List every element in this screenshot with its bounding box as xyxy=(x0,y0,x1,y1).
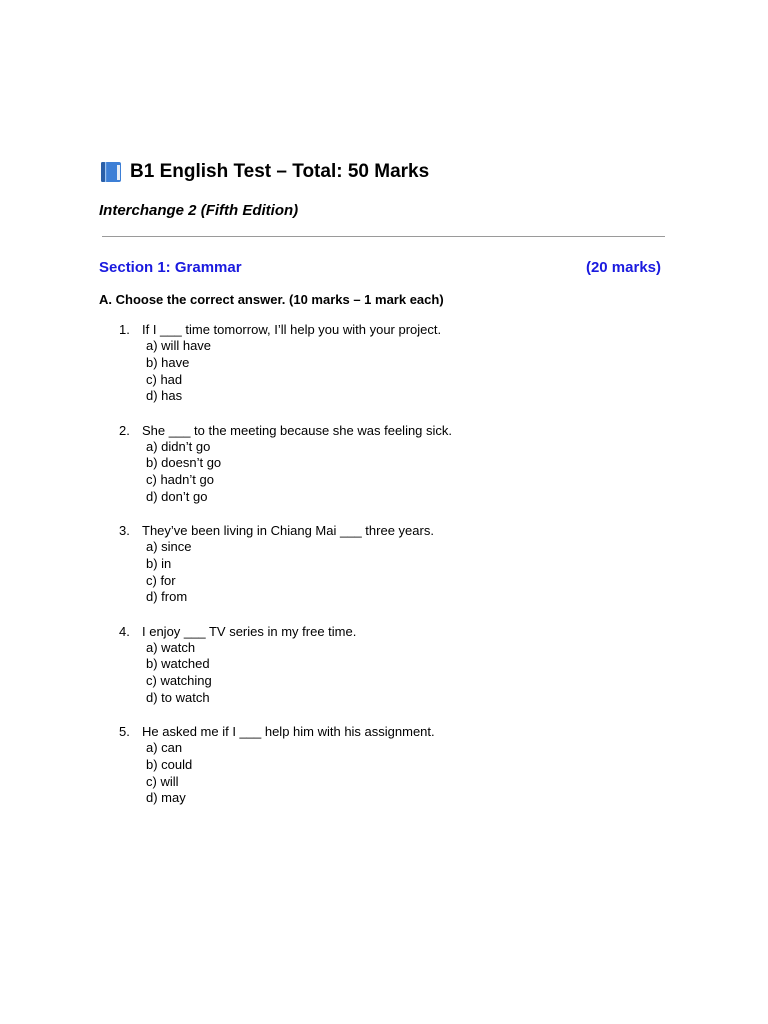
document-title-row xyxy=(100,158,429,186)
question-number: 2. xyxy=(119,422,130,438)
blue-book-icon xyxy=(100,161,122,183)
answer-option: b) have xyxy=(146,354,190,370)
section-marks: (20 marks) xyxy=(585,259,661,276)
question-text: I enjoy ___ TV series in my free time. xyxy=(142,623,357,639)
answer-option: c) will xyxy=(146,773,179,789)
section-title: Section 1: Grammar xyxy=(99,259,242,276)
answer-option: b) could xyxy=(146,756,193,772)
answer-options xyxy=(146,439,221,506)
question-number: 4. xyxy=(119,623,130,639)
document-title: B1 English Test – Total: 50 Marks xyxy=(130,161,430,182)
answer-options xyxy=(146,740,192,807)
question-item xyxy=(0,623,768,724)
answer-option: a) watch xyxy=(146,639,196,655)
question-text: She ___ to the meeting because she was feeling sick. xyxy=(142,422,453,438)
answer-option: c) watching xyxy=(146,673,212,689)
answer-option: d) may xyxy=(146,790,186,806)
section-heading xyxy=(99,257,661,279)
horizontal-divider xyxy=(102,236,665,237)
question-text: They’ve been living in Chiang Mai ___ three years. xyxy=(142,523,434,538)
answer-option: c) for xyxy=(146,572,176,588)
answer-option: c) hadn’t go xyxy=(146,472,214,488)
answer-options xyxy=(146,338,211,405)
answer-options xyxy=(146,640,212,707)
question-item xyxy=(0,422,768,523)
question-list xyxy=(0,321,768,824)
answer-options xyxy=(146,539,192,606)
answer-option: d) to watch xyxy=(146,689,210,705)
question-text: He asked me if I ___ help him with his assignment. xyxy=(142,724,435,739)
question-item xyxy=(0,723,768,824)
answer-option: d) don’t go xyxy=(146,488,208,504)
question-item xyxy=(0,522,768,623)
answer-option: a) since xyxy=(146,539,192,554)
question-number: 1. xyxy=(119,322,130,337)
answer-option: b) doesn’t go xyxy=(146,455,222,471)
answer-option: d) has xyxy=(146,388,183,404)
part-a-instruction: A. Choose the correct answer. (10 marks – 1 mark each) xyxy=(99,292,444,307)
answer-option: a) can xyxy=(146,740,183,755)
answer-option: b) in xyxy=(146,555,172,571)
question-item xyxy=(0,321,768,422)
answer-option: a) didn’t go xyxy=(146,438,211,454)
answer-option: d) from xyxy=(146,589,188,605)
question-number: 5. xyxy=(119,724,130,739)
answer-option: c) had xyxy=(146,371,183,387)
question-text: If I ___ time tomorrow, I’ll help you with your project. xyxy=(142,322,442,337)
question-number: 3. xyxy=(119,523,130,538)
answer-option: a) will have xyxy=(146,338,212,353)
answer-option: b) watched xyxy=(146,656,210,672)
document-subtitle: Interchange 2 (Fifth Edition) xyxy=(99,202,299,219)
